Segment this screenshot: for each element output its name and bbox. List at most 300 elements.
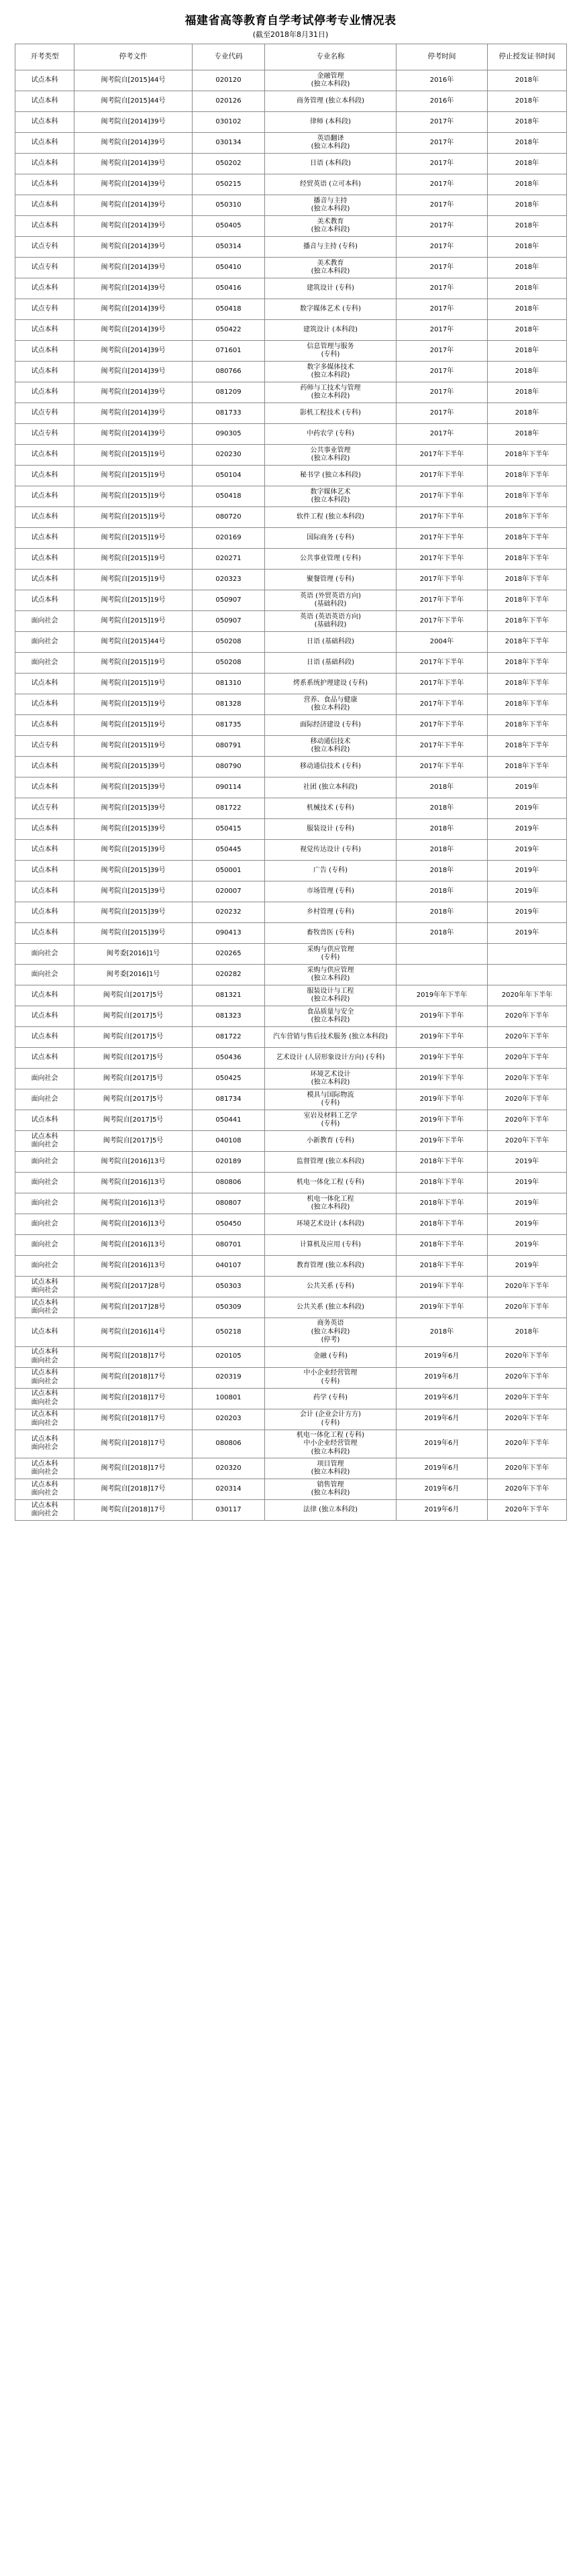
cell-cert-stop-time: 2018年 (488, 382, 567, 403)
cell-cert-stop-time: 2018年下半年 (488, 590, 567, 611)
cell-stop-time: 2018年下半年 (397, 1214, 488, 1235)
cell-stop-time: 2017年下半年 (397, 486, 488, 507)
cell-exam-type: 试点本科 (15, 549, 74, 570)
cell-document: 闽考院自[2018]17号 (74, 1409, 193, 1430)
cell-major-name: 影机工程技术 (专科) (265, 403, 397, 424)
cell-stop-time: 2016年 (397, 70, 488, 91)
cell-exam-type: 试点本科 (15, 1048, 74, 1069)
cell-cert-stop-time: 2018年下半年 (488, 694, 567, 715)
cell-exam-type: 试点本科 (15, 1318, 74, 1347)
cell-exam-type: 面向社会 (15, 1193, 74, 1214)
cell-major-name: 软件工程 (独立本科段) (265, 507, 397, 528)
cell-stop-time: 2017年下半年 (397, 466, 488, 486)
cell-exam-type: 试点本科 (15, 715, 74, 736)
cell-document: 闽考院自[2017]5号 (74, 985, 193, 1006)
table-row (15, 1027, 567, 1048)
table-row (15, 1069, 567, 1089)
cell-stop-time: 2019年6月 (397, 1430, 488, 1458)
cell-stop-time: 2017年 (397, 424, 488, 445)
cell-exam-type: 试点本科 (15, 777, 74, 798)
cell-major-name: 建筑设计 (本科段) (265, 320, 397, 341)
cell-major-name: 移动通信技术 (专科) (265, 757, 397, 777)
table-row (15, 1131, 567, 1152)
table-row (15, 1256, 567, 1277)
cell-cert-stop-time: 2018年 (488, 91, 567, 112)
cell-stop-time: 2018年下半年 (397, 1173, 488, 1193)
cell-cert-stop-time: 2018年下半年 (488, 674, 567, 694)
cell-cert-stop-time: 2018年下半年 (488, 632, 567, 653)
cell-document: 闽考院自[2017]28号 (74, 1277, 193, 1297)
cell-major-code: 050104 (193, 466, 265, 486)
cell-exam-type: 试点本科 面向社会 (15, 1367, 74, 1388)
cell-exam-type: 试点本科 (15, 861, 74, 881)
cell-cert-stop-time: 2020年下半年 (488, 1367, 567, 1388)
cell-major-name: 日语 (基础科段) (265, 632, 397, 653)
cell-major-code: 050215 (193, 174, 265, 195)
table-row (15, 1235, 567, 1256)
cell-stop-time: 2018年 (397, 902, 488, 923)
cell-stop-time: 2017年 (397, 382, 488, 403)
cell-stop-time: 2019年下半年 (397, 1277, 488, 1297)
cell-document: 闽考院自[2015]19号 (74, 715, 193, 736)
table-row (15, 154, 567, 174)
cell-major-code: 080701 (193, 1235, 265, 1256)
cell-cert-stop-time: 2018年 (488, 341, 567, 362)
cell-major-code: 040107 (193, 1256, 265, 1277)
cell-cert-stop-time: 2018年 (488, 70, 567, 91)
table-row (15, 299, 567, 320)
cell-major-name: 采购与供应管理 (独立本科段) (265, 965, 397, 985)
cell-major-name: 会计 (企业会计方方) (专科) (265, 1409, 397, 1430)
cell-stop-time: 2017年 (397, 133, 488, 154)
table-row (15, 112, 567, 133)
table-row (15, 1430, 567, 1458)
cell-document: 闽考院自[2015]39号 (74, 881, 193, 902)
cell-stop-time: 2017年下半年 (397, 570, 488, 590)
cell-major-name: 美术教育 (独立本科段) (265, 216, 397, 237)
cell-exam-type: 试点本科 (15, 840, 74, 861)
cell-major-name: 英语翻译 (独立本科段) (265, 133, 397, 154)
column-header-document: 停考文件 (74, 44, 193, 70)
cell-document: 闽考院自[2016]13号 (74, 1173, 193, 1193)
cell-cert-stop-time: 2020年下半年 (488, 1479, 567, 1500)
cell-major-name: 英语 (英语英语方向) (基础科段) (265, 611, 397, 632)
table-row (15, 1367, 567, 1388)
cell-major-code: 030102 (193, 112, 265, 133)
cell-exam-type: 试点本科 (15, 112, 74, 133)
cell-cert-stop-time: 2018年 (488, 195, 567, 216)
cell-stop-time: 2017年 (397, 237, 488, 258)
cell-exam-type: 试点本科 面向社会 (15, 1346, 74, 1367)
table-row (15, 902, 567, 923)
table-row (15, 70, 567, 91)
cell-major-code: 050405 (193, 216, 265, 237)
cell-major-name: 营养、食品与健康 (独立本科段) (265, 694, 397, 715)
cell-major-code: 050422 (193, 320, 265, 341)
cell-major-code: 050309 (193, 1297, 265, 1318)
cell-stop-time: 2019年下半年 (397, 1297, 488, 1318)
cell-stop-time: 2017年 (397, 258, 488, 278)
cell-major-code: 081209 (193, 382, 265, 403)
cell-major-name: 药师与工技术与管理 (独立本科段) (265, 382, 397, 403)
column-header-major-name: 专业名称 (265, 44, 397, 70)
cell-document: 闽考院自[2014]39号 (74, 216, 193, 237)
cell-document: 闽考院自[2016]13号 (74, 1193, 193, 1214)
cell-exam-type: 试点本科 (15, 694, 74, 715)
cell-major-name: 视觉传达设计 (专科) (265, 840, 397, 861)
cell-document: 闽考院自[2017]5号 (74, 1048, 193, 1069)
cell-document: 闽考院自[2016]13号 (74, 1235, 193, 1256)
cell-stop-time: 2018年下半年 (397, 1152, 488, 1173)
table-row (15, 528, 567, 549)
table-header (15, 44, 567, 70)
cell-major-code: 050441 (193, 1110, 265, 1131)
cell-major-name: 采购与供应管理 (专科) (265, 944, 397, 965)
cell-cert-stop-time: 2018年 (488, 174, 567, 195)
cell-major-code: 080766 (193, 362, 265, 382)
table-row (15, 1006, 567, 1027)
cell-document: 闽考院自[2017]5号 (74, 1131, 193, 1152)
cell-document: 闽考院自[2014]39号 (74, 174, 193, 195)
cell-document: 闽考院自[2016]13号 (74, 1152, 193, 1173)
table-row (15, 1110, 567, 1131)
cell-stop-time: 2017年下半年 (397, 694, 488, 715)
cell-document: 闽考院自[2015]39号 (74, 819, 193, 840)
cell-major-code: 050202 (193, 154, 265, 174)
table-row (15, 1346, 567, 1367)
cell-stop-time: 2017年下半年 (397, 590, 488, 611)
cell-document: 闽考院自[2015]19号 (74, 611, 193, 632)
cell-cert-stop-time: 2020年年下半年 (488, 985, 567, 1006)
table-row (15, 923, 567, 944)
table-row (15, 91, 567, 112)
cell-exam-type: 试点本科 (15, 819, 74, 840)
table-row (15, 736, 567, 757)
cell-major-code: 020105 (193, 1346, 265, 1367)
cell-stop-time: 2017年下半年 (397, 736, 488, 757)
cell-exam-type: 面向社会 (15, 653, 74, 674)
cell-document: 闽考院自[2017]5号 (74, 1069, 193, 1089)
cell-stop-time: 2019年6月 (397, 1409, 488, 1430)
cell-major-name: 食品质量与安全 (独立本科段) (265, 1006, 397, 1027)
cell-exam-type: 试点本科 (15, 528, 74, 549)
cell-exam-type: 试点本科 (15, 154, 74, 174)
cell-stop-time: 2017年 (397, 216, 488, 237)
cell-stop-time (397, 944, 488, 965)
cell-document: 闽考院自[2015]19号 (74, 653, 193, 674)
cell-major-name: 秘书学 (独立本科段) (265, 466, 397, 486)
cell-document: 闽考院自[2017]28号 (74, 1297, 193, 1318)
cell-cert-stop-time: 2020年下半年 (488, 1388, 567, 1409)
cell-major-name: 烤系系统护理建设 (专科) (265, 674, 397, 694)
cell-major-name: 聚餐管理 (专科) (265, 570, 397, 590)
table-row (15, 466, 567, 486)
table-row (15, 1409, 567, 1430)
cell-major-code: 020126 (193, 91, 265, 112)
cell-cert-stop-time: 2018年 (488, 154, 567, 174)
cell-cert-stop-time: 2018年 (488, 258, 567, 278)
cell-major-name: 公共事业管理 (独立本科段) (265, 445, 397, 466)
cell-exam-type: 试点本科 面向社会 (15, 1131, 74, 1152)
cell-document: 闽考院自[2015]39号 (74, 798, 193, 819)
page-subtitle: (截至2018年8月31日) (252, 30, 329, 39)
cell-exam-type: 试点专科 (15, 258, 74, 278)
cell-exam-type: 试点本科 (15, 216, 74, 237)
cell-stop-time: 2018年下半年 (397, 1235, 488, 1256)
table-row (15, 570, 567, 590)
cell-major-name: 日语 (基础科段) (265, 653, 397, 674)
cell-major-name: 畜牧兽医 (专科) (265, 923, 397, 944)
table-row (15, 757, 567, 777)
cell-major-name: 公共关系 (专科) (265, 1277, 397, 1297)
cell-major-code: 090413 (193, 923, 265, 944)
cell-cert-stop-time: 2019年 (488, 798, 567, 819)
cell-document: 闽考院自[2014]39号 (74, 341, 193, 362)
cell-document: 闽考院自[2015]19号 (74, 486, 193, 507)
cell-cert-stop-time: 2018年下半年 (488, 715, 567, 736)
cell-document: 闽考院自[2018]17号 (74, 1500, 193, 1521)
cell-cert-stop-time: 2019年 (488, 1173, 567, 1193)
cell-stop-time: 2017年 (397, 195, 488, 216)
cell-major-code: 020320 (193, 1458, 265, 1479)
cell-major-code: 050416 (193, 278, 265, 299)
cell-major-code: 050425 (193, 1069, 265, 1089)
cell-exam-type: 试点专科 (15, 798, 74, 819)
cell-exam-type: 试点本科 (15, 1027, 74, 1048)
cell-cert-stop-time: 2020年下半年 (488, 1089, 567, 1110)
table-row (15, 590, 567, 611)
table-row (15, 715, 567, 736)
cell-cert-stop-time: 2018年下半年 (488, 486, 567, 507)
cell-cert-stop-time: 2019年 (488, 1235, 567, 1256)
cell-major-code: 081310 (193, 674, 265, 694)
cell-stop-time (397, 965, 488, 985)
cell-exam-type: 试点本科 (15, 174, 74, 195)
cell-document: 闽考院自[2014]39号 (74, 320, 193, 341)
cell-document: 闽考院自[2014]39号 (74, 278, 193, 299)
cell-document: 闽考院自[2015]39号 (74, 777, 193, 798)
cell-major-name: 机电一体化工程 (专科) 中小企业经营管理 (独立本科段) (265, 1430, 397, 1458)
cell-stop-time: 2017年 (397, 154, 488, 174)
cell-major-code: 050418 (193, 486, 265, 507)
table-row (15, 1089, 567, 1110)
table-row (15, 507, 567, 528)
cell-exam-type: 试点专科 (15, 424, 74, 445)
cell-cert-stop-time (488, 965, 567, 985)
cell-cert-stop-time: 2018年 (488, 1318, 567, 1347)
cell-major-name: 汽车营销与售后技术服务 (独立本科段) (265, 1027, 397, 1048)
cell-stop-time: 2019年6月 (397, 1367, 488, 1388)
cell-major-code: 050218 (193, 1318, 265, 1347)
cell-major-name: 广告 (专科) (265, 861, 397, 881)
cell-stop-time: 2017年下半年 (397, 507, 488, 528)
cell-exam-type: 面向社会 (15, 1069, 74, 1089)
cell-cert-stop-time: 2019年 (488, 777, 567, 798)
cell-stop-time: 2017年下半年 (397, 653, 488, 674)
cell-stop-time: 2018年 (397, 923, 488, 944)
cell-major-name: 艺术设计 (人居形象设计方向) (专科) (265, 1048, 397, 1069)
cell-major-name: 环境艺术设计 (独立本科段) (265, 1069, 397, 1089)
cell-document: 闽考院自[2015]19号 (74, 694, 193, 715)
cell-major-name: 药学 (专科) (265, 1388, 397, 1409)
cell-stop-time: 2019年下半年 (397, 1048, 488, 1069)
cell-document: 闽考院自[2015]19号 (74, 507, 193, 528)
cell-major-code: 081733 (193, 403, 265, 424)
cell-major-code: 020230 (193, 445, 265, 466)
cell-exam-type: 试点本科 (15, 195, 74, 216)
cell-major-code: 050303 (193, 1277, 265, 1297)
cell-stop-time: 2017年 (397, 341, 488, 362)
cell-exam-type: 试点本科 (15, 1006, 74, 1027)
table-row (15, 320, 567, 341)
cell-major-code: 020319 (193, 1367, 265, 1388)
cell-document: 闽考院自[2018]17号 (74, 1430, 193, 1458)
cell-document: 闽考院自[2015]44号 (74, 70, 193, 91)
cell-major-name: 服装设计与工程 (独立本科段) (265, 985, 397, 1006)
cell-stop-time: 2018年下半年 (397, 1256, 488, 1277)
cell-major-name: 公共关系 (独立本科段) (265, 1297, 397, 1318)
cell-cert-stop-time: 2018年下半年 (488, 736, 567, 757)
cell-stop-time: 2018年 (397, 798, 488, 819)
cell-stop-time: 2017年下半年 (397, 611, 488, 632)
cell-major-code: 020189 (193, 1152, 265, 1173)
cell-document: 闽考院自[2018]17号 (74, 1479, 193, 1500)
cell-exam-type: 试点本科 (15, 881, 74, 902)
cell-document: 闽考院自[2015]39号 (74, 840, 193, 861)
cell-document: 闽考院自[2016]14号 (74, 1318, 193, 1347)
cell-stop-time: 2018年 (397, 881, 488, 902)
cell-major-name: 教育管理 (独立本科段) (265, 1256, 397, 1277)
cell-cert-stop-time: 2019年 (488, 1193, 567, 1214)
table-row (15, 362, 567, 382)
cell-document: 闽考院自[2015]19号 (74, 466, 193, 486)
cell-major-name: 播音与主持 (专科) (265, 237, 397, 258)
cell-major-code: 020203 (193, 1409, 265, 1430)
cell-exam-type: 试点本科 面向社会 (15, 1409, 74, 1430)
cell-major-name: 环境艺术设计 (本科段) (265, 1214, 397, 1235)
cell-major-name: 服装设计 (专科) (265, 819, 397, 840)
cell-document: 闽考院自[2015]44号 (74, 91, 193, 112)
cell-cert-stop-time: 2018年下半年 (488, 528, 567, 549)
cell-major-code: 020265 (193, 944, 265, 965)
cell-cert-stop-time: 2019年 (488, 861, 567, 881)
cell-major-name: 机电一体化工程 (专科) (265, 1173, 397, 1193)
cell-cert-stop-time: 2020年下半年 (488, 1430, 567, 1458)
cell-stop-time: 2017年下半年 (397, 528, 488, 549)
cell-major-code: 020169 (193, 528, 265, 549)
column-header-exam-type: 开考类型 (15, 44, 74, 70)
cell-exam-type: 试点本科 (15, 320, 74, 341)
cell-document: 闽考院自[2015]44号 (74, 632, 193, 653)
cell-document: 闽考院自[2017]5号 (74, 1110, 193, 1131)
table-row (15, 237, 567, 258)
cell-exam-type: 试点本科 (15, 70, 74, 91)
cell-document: 闽考院自[2018]17号 (74, 1388, 193, 1409)
cell-cert-stop-time: 2020年下半年 (488, 1346, 567, 1367)
table-row (15, 965, 567, 985)
table-row (15, 1500, 567, 1521)
cell-cert-stop-time: 2020年下半年 (488, 1110, 567, 1131)
cell-cert-stop-time: 2018年下半年 (488, 466, 567, 486)
cell-document: 闽考院自[2014]39号 (74, 258, 193, 278)
cell-major-name: 乡村管理 (专科) (265, 902, 397, 923)
cell-major-code: 081722 (193, 798, 265, 819)
cell-major-name: 信息管理与服务 (专科) (265, 341, 397, 362)
cell-exam-type: 面向社会 (15, 944, 74, 965)
cell-major-name: 金融管理 (独立本科段) (265, 70, 397, 91)
cell-major-name: 计算机及应用 (专科) (265, 1235, 397, 1256)
cell-stop-time: 2017年 (397, 403, 488, 424)
table-row (15, 216, 567, 237)
cell-exam-type: 试点本科 面向社会 (15, 1277, 74, 1297)
cell-major-name: 模具与国际物流 (专科) (265, 1089, 397, 1110)
cell-exam-type: 试点本科 (15, 590, 74, 611)
column-header-cert-stop-time: 停止授发证书时间 (488, 44, 567, 70)
cell-cert-stop-time: 2018年下半年 (488, 507, 567, 528)
cell-cert-stop-time: 2020年下半年 (488, 1048, 567, 1069)
cell-major-code: 020271 (193, 549, 265, 570)
cell-stop-time: 2018年 (397, 1318, 488, 1347)
cell-document: 闽考院自[2015]19号 (74, 528, 193, 549)
cell-exam-type: 试点本科 (15, 486, 74, 507)
cell-major-code: 020007 (193, 881, 265, 902)
cell-document: 闽考院自[2015]19号 (74, 549, 193, 570)
cell-document: 闽考院自[2015]19号 (74, 590, 193, 611)
cell-major-name: 机电一体化工程 (独立本科段) (265, 1193, 397, 1214)
cell-stop-time: 2017年下半年 (397, 445, 488, 466)
table-row (15, 1388, 567, 1409)
cell-major-code: 090305 (193, 424, 265, 445)
cell-major-name: 建筑设计 (专科) (265, 278, 397, 299)
cell-exam-type: 试点专科 (15, 237, 74, 258)
cell-stop-time: 2019年6月 (397, 1346, 488, 1367)
cell-major-code: 050410 (193, 258, 265, 278)
table-row (15, 840, 567, 861)
cell-major-name: 中药农学 (专科) (265, 424, 397, 445)
table-row (15, 445, 567, 466)
cell-cert-stop-time: 2019年 (488, 840, 567, 861)
cell-document: 闽考院自[2016]13号 (74, 1256, 193, 1277)
cell-major-name: 销售管理 (独立本科段) (265, 1479, 397, 1500)
cell-exam-type: 面向社会 (15, 632, 74, 653)
cell-major-name: 日语 (本科段) (265, 154, 397, 174)
cell-exam-type: 试点本科 (15, 757, 74, 777)
cell-major-name: 小新教育 (专科) (265, 1131, 397, 1152)
cell-major-name: 监督管理 (独立本科段) (265, 1152, 397, 1173)
cell-document: 闽考院自[2018]17号 (74, 1367, 193, 1388)
cell-document: 闽考院自[2015]39号 (74, 923, 193, 944)
cell-major-code: 050907 (193, 611, 265, 632)
cell-exam-type: 试点本科 (15, 507, 74, 528)
cell-stop-time: 2017年 (397, 278, 488, 299)
cell-exam-type: 面向社会 (15, 1089, 74, 1110)
table-row (15, 174, 567, 195)
cell-major-code: 081323 (193, 1006, 265, 1027)
cell-stop-time: 2018年 (397, 777, 488, 798)
table-row (15, 403, 567, 424)
cell-cert-stop-time: 2018年下半年 (488, 611, 567, 632)
table-row (15, 881, 567, 902)
cell-cert-stop-time: 2018年 (488, 133, 567, 154)
table-row (15, 278, 567, 299)
cell-major-code: 050907 (193, 590, 265, 611)
cell-cert-stop-time: 2019年 (488, 819, 567, 840)
cell-exam-type: 试点本科 (15, 382, 74, 403)
cell-cert-stop-time: 2019年 (488, 1152, 567, 1173)
cell-document: 闽考院自[2014]39号 (74, 237, 193, 258)
cell-stop-time: 2017年 (397, 299, 488, 320)
column-header-major-code: 专业代码 (193, 44, 265, 70)
